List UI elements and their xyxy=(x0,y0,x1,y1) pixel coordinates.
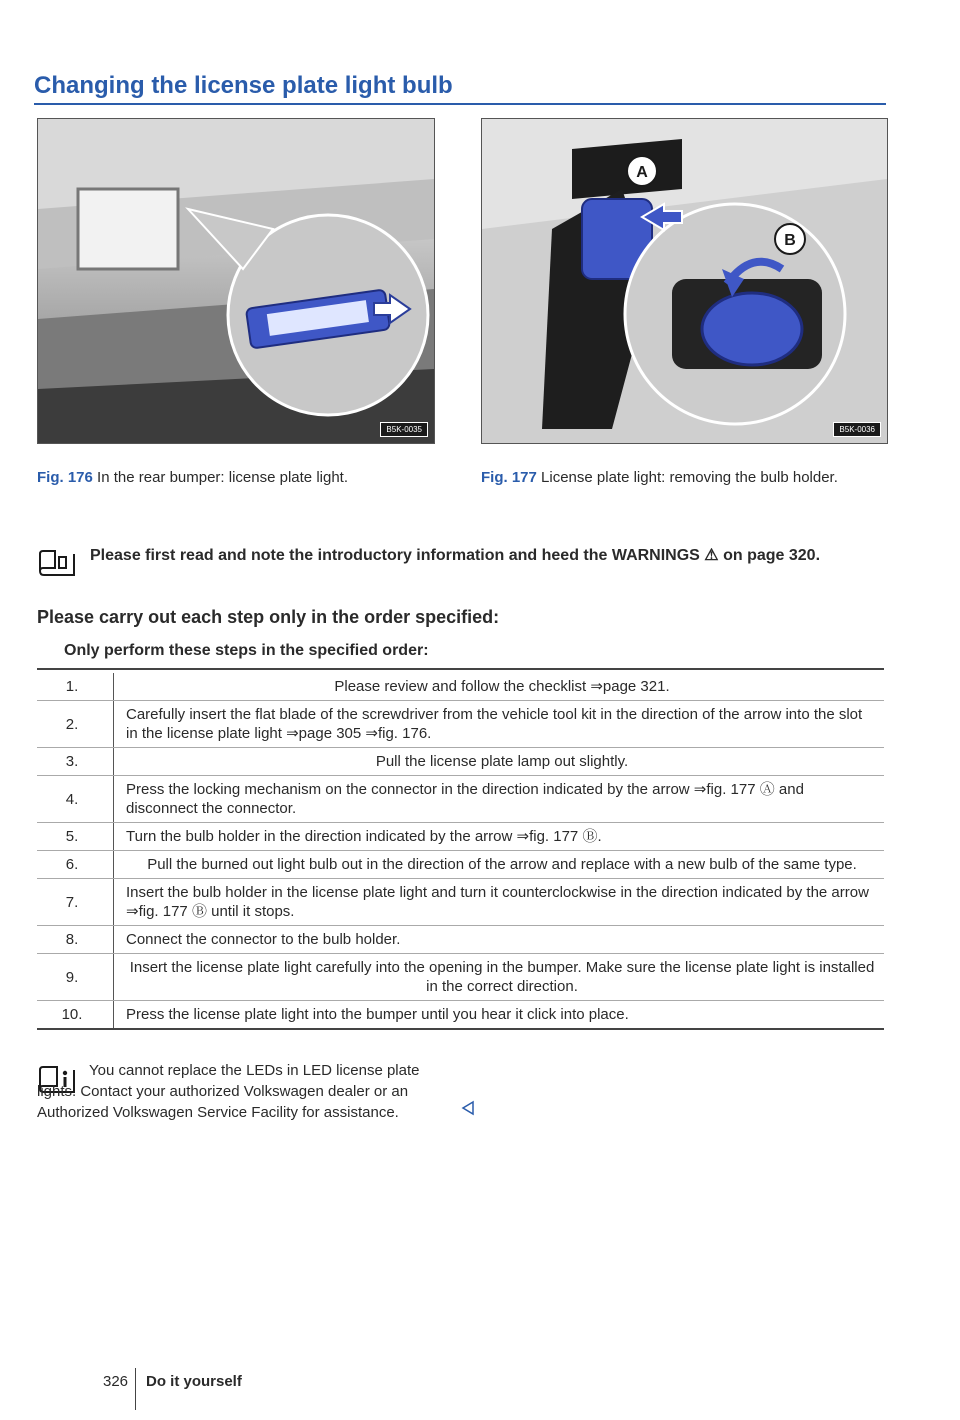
step-number: 8. xyxy=(37,926,114,954)
warning-note: Please first read and note the introductory information and heed the WARNINGS ⚠ on page 320. xyxy=(90,547,821,564)
figure-code: B5K-0035 xyxy=(380,422,428,437)
figure-label: Fig. 176 xyxy=(37,469,93,486)
step-number: 1. xyxy=(37,673,114,701)
table-row xyxy=(37,701,884,748)
table-row xyxy=(37,1001,884,1030)
footer-rule xyxy=(135,1368,136,1410)
steps-top-rule xyxy=(37,668,884,670)
step-number: 3. xyxy=(37,748,114,776)
table-row xyxy=(37,926,884,954)
step-text: Connect the connector to the bulb holder. xyxy=(114,926,885,954)
step-text: Carefully insert the flat blade of the screwdriver from the vehicle tool kit in the direction of the arrow into the slot in the license plate light ⇒page 305 ⇒fig. 176. xyxy=(114,701,885,748)
title-rule xyxy=(34,103,886,105)
step-text: Press the locking mechanism on the connector in the direction indicated by the arrow ⇒fig. 177 Ⓐ and disconnect the connector. xyxy=(114,776,885,823)
steps-heading: Only perform these steps in the specified order: xyxy=(64,642,429,659)
book-icon xyxy=(37,548,77,578)
marker-a-label: A xyxy=(636,164,648,181)
step-number: 6. xyxy=(37,851,114,879)
figure-label: Fig. 177 xyxy=(481,469,537,486)
figure-caption-text: In the rear bumper: license plate light. xyxy=(97,469,349,486)
table-row xyxy=(37,851,884,879)
step-number: 4. xyxy=(37,776,114,823)
step-text: Please review and follow the checklist ⇒page 321. xyxy=(114,673,885,701)
figure-177-caption xyxy=(481,468,881,487)
table-row xyxy=(37,776,884,823)
rear-bumper-illustration xyxy=(38,119,434,443)
step-text: Pull the license plate lamp out slightly. xyxy=(114,748,885,776)
table-row xyxy=(37,954,884,1001)
step-text: Pull the burned out light bulb out in the direction of the arrow and replace with a new bulb of the same type. xyxy=(114,851,885,879)
bulb-holder-illustration xyxy=(482,119,887,443)
section-name: Do it yourself xyxy=(146,1373,242,1390)
figure-code: B5K-0036 xyxy=(833,422,881,437)
table-row xyxy=(37,879,884,926)
info-note: You cannot replace the LEDs in LED license plate lights. Contact your authorized Volkswagen dealer or an Authorized Volkswagen Service Facility for assistance. xyxy=(37,1062,420,1121)
step-number: 10. xyxy=(37,1001,114,1030)
figure-177-image xyxy=(481,118,888,444)
table-row xyxy=(37,748,884,776)
figure-176-image xyxy=(37,118,435,444)
page-title: Changing the license plate light bulb xyxy=(34,72,453,99)
step-text: Insert the license plate light carefully into the opening in the bumper. Make sure the license plate light is installed in the correct direction. xyxy=(114,954,885,1001)
table-row xyxy=(37,673,884,701)
step-number: 7. xyxy=(37,879,114,926)
step-text: Insert the bulb holder in the license plate light and turn it counterclockwise in the direction indicated by the arrow ⇒fig. 177 Ⓑ until it stops. xyxy=(114,879,885,926)
step-number: 5. xyxy=(37,823,114,851)
steps-table xyxy=(37,673,884,1030)
page-number: 326 xyxy=(103,1373,129,1390)
step-text: Press the license plate light into the bumper until you hear it click into place. xyxy=(114,1001,885,1030)
end-triangle-icon xyxy=(461,1100,475,1116)
marker-b-label: B xyxy=(784,232,796,249)
step-number: 9. xyxy=(37,954,114,1001)
figure-176-caption xyxy=(37,468,437,487)
figure-caption-text: License plate light: removing the bulb holder. xyxy=(541,469,838,486)
step-number: 2. xyxy=(37,701,114,748)
order-subheading: Please carry out each step only in the order specified: xyxy=(37,607,500,627)
step-text: Turn the bulb holder in the direction indicated by the arrow ⇒fig. 177 Ⓑ. xyxy=(114,823,885,851)
table-row xyxy=(37,823,884,851)
